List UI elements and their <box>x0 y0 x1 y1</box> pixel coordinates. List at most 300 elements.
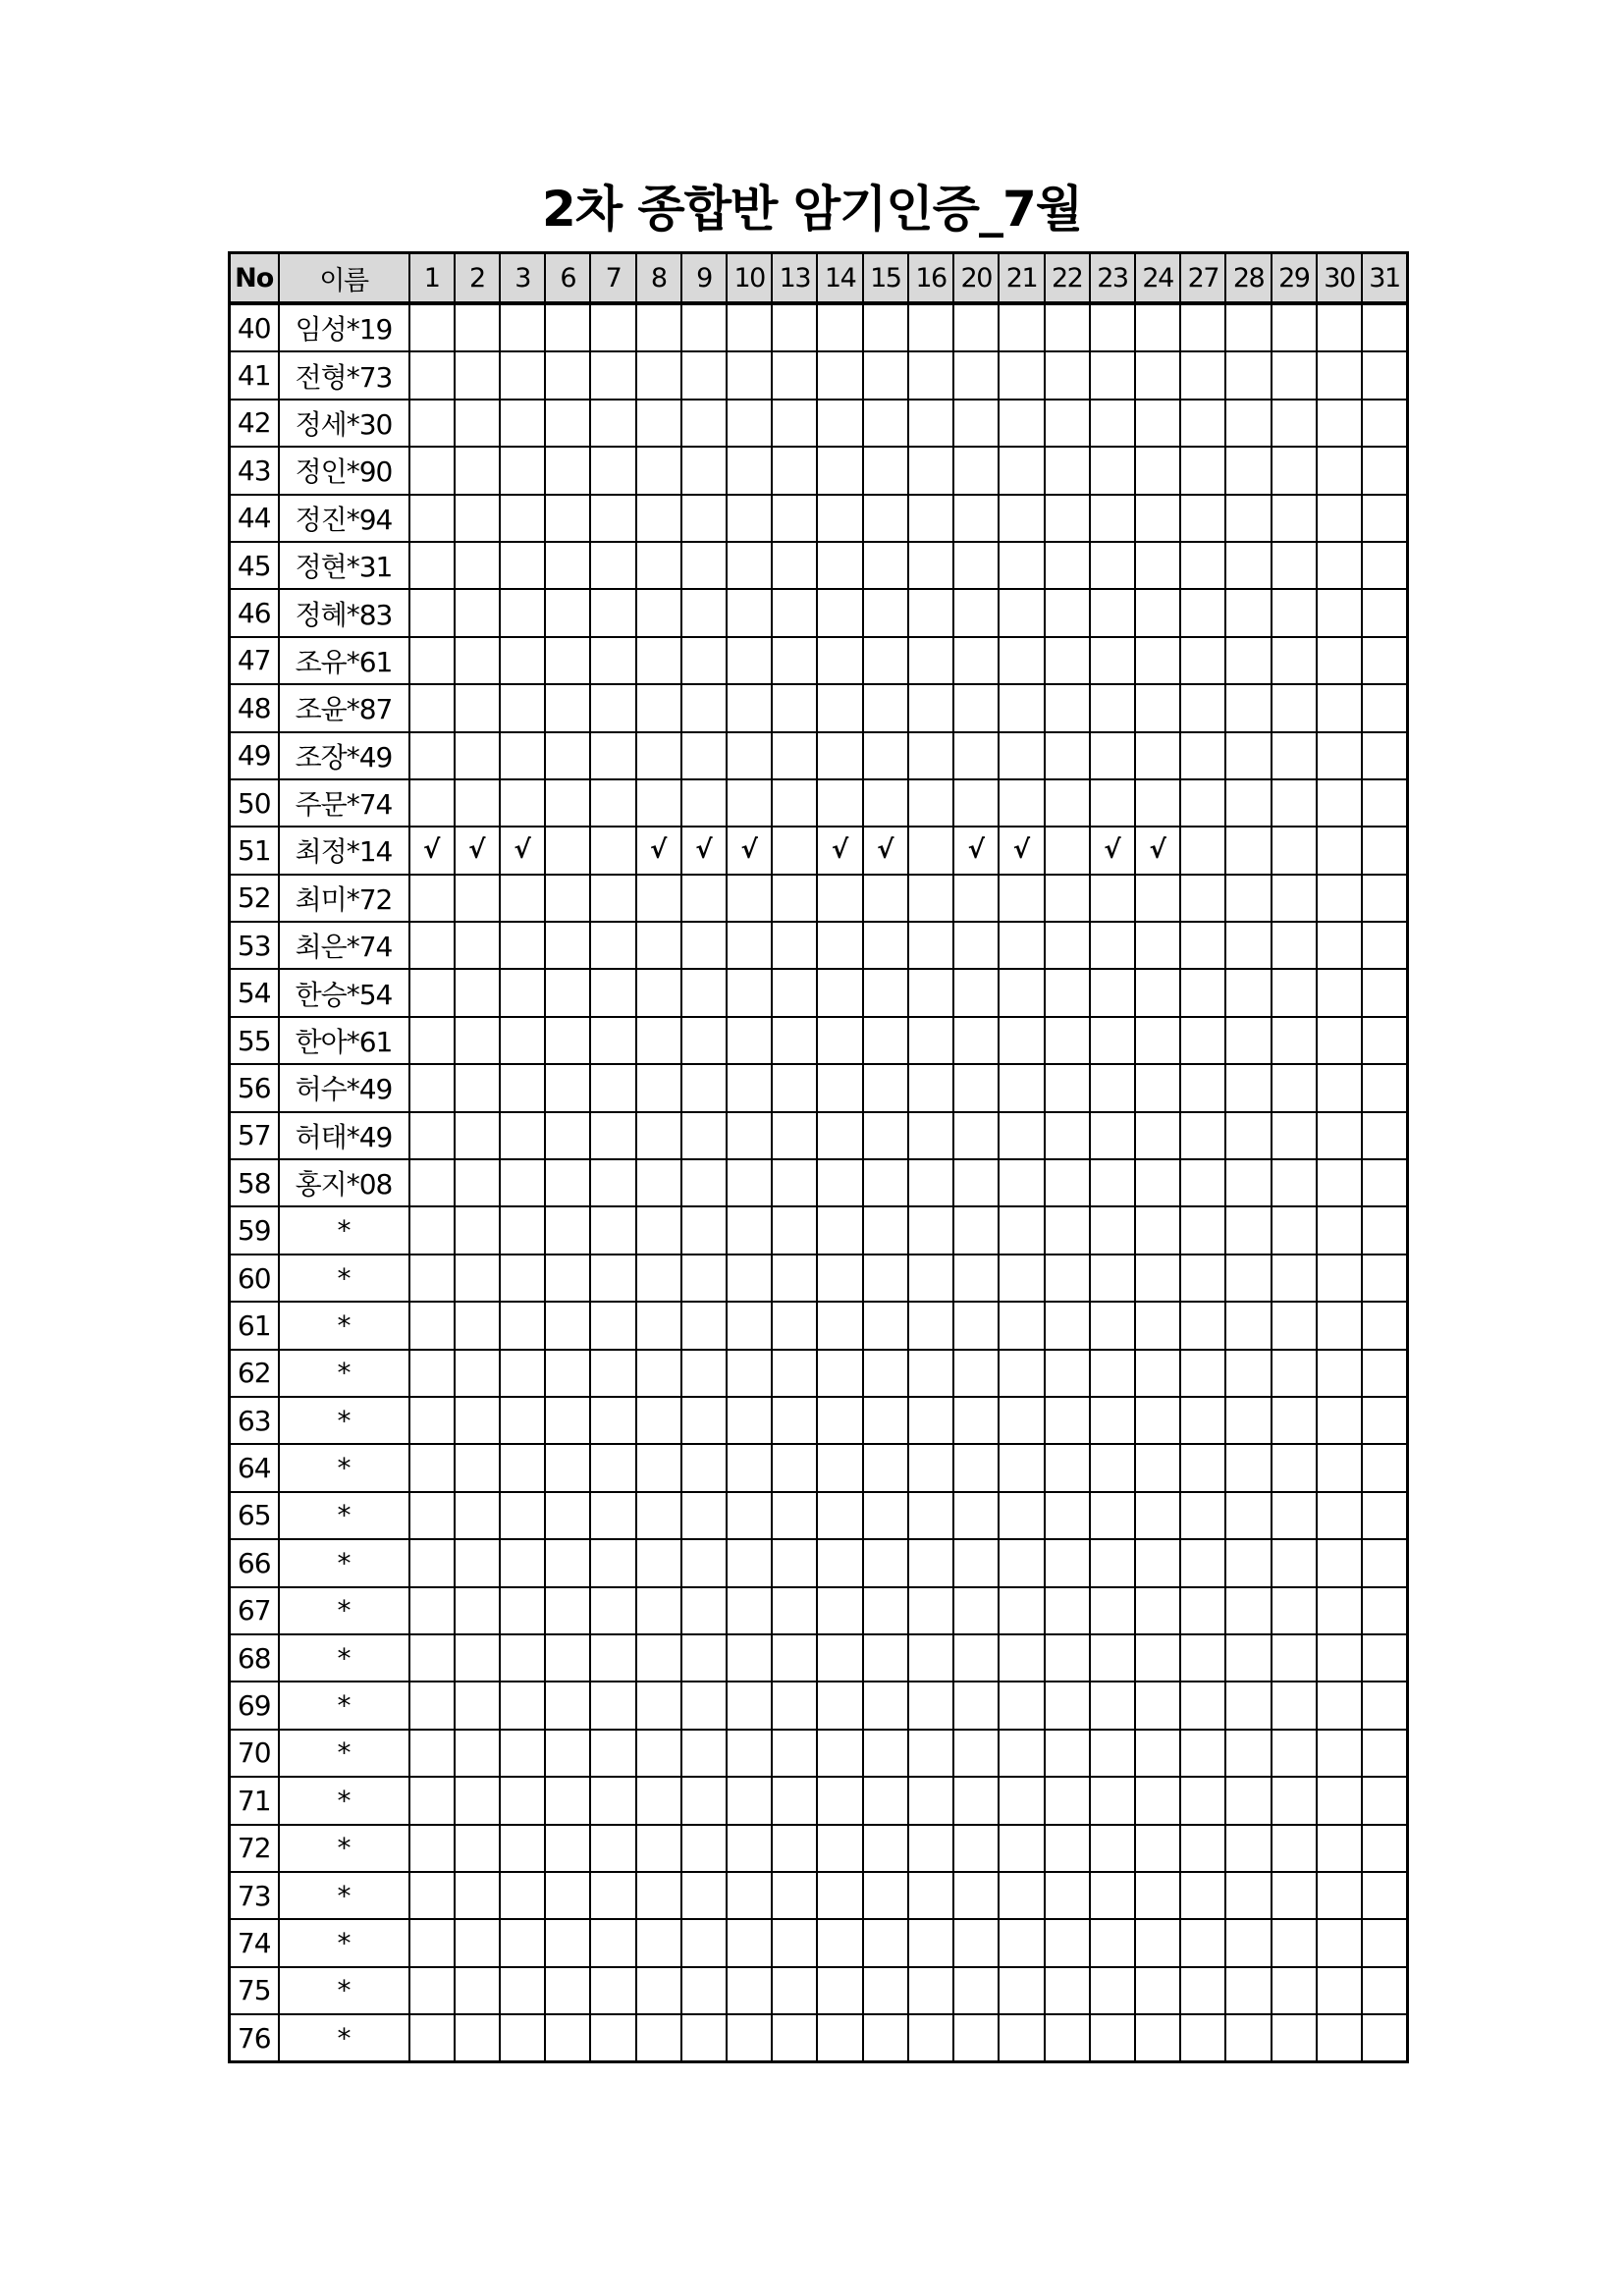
day-cell <box>1362 1397 1407 1444</box>
day-cell <box>455 1919 500 1966</box>
day-cell <box>545 827 590 874</box>
day-cell <box>1272 447 1317 494</box>
day-cell <box>455 1872 500 1919</box>
row-number: 42 <box>230 400 279 447</box>
day-cell <box>1180 2014 1225 2062</box>
table-row <box>230 827 1408 874</box>
day-cell <box>772 1206 817 1254</box>
day-cell <box>817 1397 862 1444</box>
day-cell <box>953 1397 999 1444</box>
day-cell <box>1317 1159 1362 1206</box>
day-cell <box>1362 1967 1407 2014</box>
day-cell <box>409 542 455 589</box>
day-cell <box>590 875 635 922</box>
table-row <box>230 351 1408 399</box>
day-cell <box>1225 1682 1271 1729</box>
day-cell <box>590 1206 635 1254</box>
day-cell <box>1272 1539 1317 1586</box>
day-cell <box>863 684 908 731</box>
day-cell <box>1045 351 1090 399</box>
day-cell <box>1180 922 1225 969</box>
check-mark: √ <box>1135 827 1180 874</box>
day-cell <box>1317 1539 1362 1586</box>
day-cell <box>545 1872 590 1919</box>
student-name: 최미*72 <box>279 875 409 922</box>
student-name: * <box>279 1350 409 1397</box>
day-cell <box>908 1587 953 1634</box>
day-cell <box>1362 303 1407 351</box>
day-cell <box>1090 1397 1135 1444</box>
day-cell <box>727 589 772 636</box>
day-cell <box>455 542 500 589</box>
day-cell <box>999 684 1044 731</box>
day-cell <box>817 589 862 636</box>
day-cell <box>772 1064 817 1111</box>
day-cell <box>863 351 908 399</box>
day-cell <box>545 1206 590 1254</box>
day-cell <box>1045 1206 1090 1254</box>
day-cell <box>727 1634 772 1682</box>
day-cell <box>908 1397 953 1444</box>
student-name: 허태*49 <box>279 1112 409 1159</box>
table-header-row <box>230 253 1408 304</box>
day-cell <box>863 969 908 1016</box>
day-cell <box>1090 1587 1135 1634</box>
day-cell <box>636 1017 681 1064</box>
day-cell <box>817 1444 862 1491</box>
day-cell <box>727 303 772 351</box>
table-row <box>230 1539 1408 1586</box>
day-cell <box>772 400 817 447</box>
day-cell <box>636 1730 681 1777</box>
day-cell <box>1135 303 1180 351</box>
attendance-table <box>228 251 1409 2063</box>
day-cell <box>455 969 500 1016</box>
day-cell <box>727 1587 772 1634</box>
day-cell <box>772 1255 817 1302</box>
day-cell <box>817 303 862 351</box>
day-cell <box>590 2014 635 2062</box>
day-cell <box>863 779 908 827</box>
day-cell <box>455 1825 500 1872</box>
day-cell <box>953 1302 999 1349</box>
day-cell <box>545 1159 590 1206</box>
day-cell <box>1135 779 1180 827</box>
day-cell <box>1135 1634 1180 1682</box>
day-cell <box>863 1492 908 1539</box>
day-cell <box>409 1350 455 1397</box>
day-cell <box>1045 637 1090 684</box>
day-cell <box>953 1255 999 1302</box>
day-cell <box>1045 1967 1090 2014</box>
day-cell <box>727 969 772 1016</box>
day-cell <box>1272 303 1317 351</box>
day-cell <box>1272 1159 1317 1206</box>
day-cell <box>817 1777 862 1824</box>
day-cell <box>863 303 908 351</box>
day-cell <box>590 1350 635 1397</box>
day-cell <box>772 2014 817 2062</box>
check-mark: √ <box>863 827 908 874</box>
day-cell <box>908 400 953 447</box>
day-cell <box>863 495 908 542</box>
day-cell <box>1180 1017 1225 1064</box>
day-cell <box>681 1350 727 1397</box>
table-row <box>230 1967 1408 2014</box>
day-cell <box>908 1302 953 1349</box>
day-cell <box>681 1825 727 1872</box>
day-cell <box>636 732 681 779</box>
day-cell <box>636 1539 681 1586</box>
table-row <box>230 684 1408 731</box>
day-column-header: 28 <box>1225 253 1271 304</box>
day-cell <box>409 1159 455 1206</box>
row-number: 52 <box>230 875 279 922</box>
day-cell <box>1090 637 1135 684</box>
day-cell <box>908 495 953 542</box>
day-cell <box>863 1730 908 1777</box>
day-cell <box>727 1825 772 1872</box>
day-cell <box>1135 1159 1180 1206</box>
day-cell <box>455 1777 500 1824</box>
day-cell <box>1045 827 1090 874</box>
day-cell <box>1362 875 1407 922</box>
day-cell <box>908 684 953 731</box>
day-cell <box>908 922 953 969</box>
day-column-header: 2 <box>455 253 500 304</box>
day-cell <box>545 1017 590 1064</box>
day-cell <box>772 1350 817 1397</box>
day-cell <box>1180 1397 1225 1444</box>
day-cell <box>636 1777 681 1824</box>
day-cell <box>590 732 635 779</box>
day-cell <box>1362 1159 1407 1206</box>
day-cell <box>1317 1444 1362 1491</box>
day-cell <box>636 1206 681 1254</box>
day-cell <box>1180 303 1225 351</box>
day-cell <box>681 1492 727 1539</box>
day-cell <box>500 1112 545 1159</box>
day-cell <box>409 1825 455 1872</box>
day-cell <box>1272 400 1317 447</box>
day-cell <box>681 1967 727 2014</box>
student-name: 조윤*87 <box>279 684 409 731</box>
day-cell <box>953 779 999 827</box>
day-cell <box>817 1872 862 1919</box>
day-cell <box>1225 1919 1271 1966</box>
check-mark: √ <box>727 827 772 874</box>
day-cell <box>1272 1444 1317 1491</box>
day-cell <box>681 589 727 636</box>
day-cell <box>953 447 999 494</box>
day-cell <box>1362 1444 1407 1491</box>
day-cell <box>863 1159 908 1206</box>
student-name: 한승*54 <box>279 969 409 1016</box>
day-cell <box>1317 684 1362 731</box>
day-cell <box>1362 1730 1407 1777</box>
day-cell <box>953 684 999 731</box>
day-cell <box>772 1017 817 1064</box>
day-cell <box>1090 303 1135 351</box>
day-cell <box>772 1777 817 1824</box>
day-cell <box>590 1872 635 1919</box>
day-cell <box>590 1302 635 1349</box>
day-cell <box>1180 542 1225 589</box>
day-cell <box>1225 637 1271 684</box>
day-cell <box>681 637 727 684</box>
day-cell <box>1362 684 1407 731</box>
day-cell <box>1225 1112 1271 1159</box>
day-cell <box>545 589 590 636</box>
day-cell <box>500 779 545 827</box>
day-cell <box>1225 495 1271 542</box>
day-cell <box>1225 1064 1271 1111</box>
day-cell <box>1180 637 1225 684</box>
day-cell <box>681 1634 727 1682</box>
day-cell <box>590 495 635 542</box>
day-cell <box>590 1634 635 1682</box>
table-row <box>230 1682 1408 1729</box>
day-cell <box>772 827 817 874</box>
day-cell <box>817 1017 862 1064</box>
day-cell <box>1180 827 1225 874</box>
day-cell <box>727 1397 772 1444</box>
day-cell <box>1317 969 1362 1016</box>
day-cell <box>1317 1872 1362 1919</box>
day-cell <box>1272 969 1317 1016</box>
day-cell <box>500 1206 545 1254</box>
day-cell <box>1362 1255 1407 1302</box>
day-cell <box>1362 922 1407 969</box>
day-cell <box>1045 1397 1090 1444</box>
day-cell <box>817 447 862 494</box>
day-cell <box>772 1634 817 1682</box>
day-cell <box>455 684 500 731</box>
row-number: 72 <box>230 1825 279 1872</box>
day-cell <box>1090 447 1135 494</box>
day-cell <box>1045 1255 1090 1302</box>
day-cell <box>772 1872 817 1919</box>
day-cell <box>1045 1872 1090 1919</box>
student-name: * <box>279 1634 409 1682</box>
day-cell <box>500 1682 545 1729</box>
day-cell <box>908 732 953 779</box>
day-cell <box>1317 1777 1362 1824</box>
day-cell <box>500 351 545 399</box>
day-cell <box>455 779 500 827</box>
day-cell <box>1135 447 1180 494</box>
day-cell <box>908 1492 953 1539</box>
day-cell <box>1180 1634 1225 1682</box>
day-cell <box>545 1634 590 1682</box>
day-cell <box>409 1397 455 1444</box>
day-cell <box>1135 1967 1180 2014</box>
day-cell <box>1317 922 1362 969</box>
student-name: * <box>279 1255 409 1302</box>
table-row <box>230 875 1408 922</box>
day-cell <box>863 1777 908 1824</box>
student-name: 최은*74 <box>279 922 409 969</box>
day-cell <box>863 637 908 684</box>
day-cell <box>1225 1017 1271 1064</box>
day-cell <box>1135 1017 1180 1064</box>
day-cell <box>1272 589 1317 636</box>
day-cell <box>1180 684 1225 731</box>
day-cell <box>636 2014 681 2062</box>
row-number: 54 <box>230 969 279 1016</box>
day-cell <box>908 1444 953 1491</box>
day-cell <box>681 1777 727 1824</box>
day-cell <box>681 1206 727 1254</box>
day-column-header: 13 <box>772 253 817 304</box>
day-cell <box>500 2014 545 2062</box>
day-cell <box>1045 684 1090 731</box>
day-cell <box>772 542 817 589</box>
day-cell <box>1090 542 1135 589</box>
day-cell <box>1362 447 1407 494</box>
day-cell <box>455 1539 500 1586</box>
day-cell <box>727 684 772 731</box>
day-cell <box>409 732 455 779</box>
day-cell <box>1225 922 1271 969</box>
day-cell <box>590 684 635 731</box>
day-cell <box>1045 1539 1090 1586</box>
day-cell <box>545 1682 590 1729</box>
day-cell <box>1135 1682 1180 1729</box>
day-cell <box>817 875 862 922</box>
day-cell <box>409 969 455 1016</box>
student-name: 정혜*83 <box>279 589 409 636</box>
day-cell <box>908 1017 953 1064</box>
day-cell <box>681 1539 727 1586</box>
day-cell <box>908 1777 953 1824</box>
day-cell <box>1135 2014 1180 2062</box>
day-cell <box>817 1539 862 1586</box>
day-cell <box>681 922 727 969</box>
day-cell <box>1090 969 1135 1016</box>
day-cell <box>1135 922 1180 969</box>
day-cell <box>500 1017 545 1064</box>
student-name: 정세*30 <box>279 400 409 447</box>
day-cell <box>1045 875 1090 922</box>
day-cell <box>1180 1064 1225 1111</box>
day-cell <box>817 637 862 684</box>
day-cell <box>953 1919 999 1966</box>
day-cell <box>908 1919 953 1966</box>
day-cell <box>455 1064 500 1111</box>
day-cell <box>1135 684 1180 731</box>
day-cell <box>1135 542 1180 589</box>
day-cell <box>545 1255 590 1302</box>
day-cell <box>1135 1112 1180 1159</box>
day-cell <box>999 969 1044 1016</box>
day-cell <box>953 1350 999 1397</box>
day-cell <box>1135 1397 1180 1444</box>
day-cell <box>863 875 908 922</box>
day-cell <box>999 1872 1044 1919</box>
row-number: 62 <box>230 1350 279 1397</box>
day-column-header: 31 <box>1362 253 1407 304</box>
day-cell <box>863 1634 908 1682</box>
day-cell <box>545 2014 590 2062</box>
day-cell <box>681 875 727 922</box>
day-cell <box>545 303 590 351</box>
row-number: 60 <box>230 1255 279 1302</box>
day-cell <box>409 684 455 731</box>
day-cell <box>1317 1350 1362 1397</box>
student-name: 조유*61 <box>279 637 409 684</box>
day-cell <box>590 1444 635 1491</box>
day-cell <box>1090 1872 1135 1919</box>
day-cell <box>590 1825 635 1872</box>
day-cell <box>727 1159 772 1206</box>
table-row <box>230 542 1408 589</box>
day-cell <box>863 589 908 636</box>
day-cell <box>1090 1444 1135 1491</box>
day-cell <box>817 542 862 589</box>
day-cell <box>545 969 590 1016</box>
table-row <box>230 1634 1408 1682</box>
row-number: 61 <box>230 1302 279 1349</box>
day-cell <box>999 1159 1044 1206</box>
day-cell <box>1090 1017 1135 1064</box>
day-cell <box>1135 1587 1180 1634</box>
day-cell <box>455 1397 500 1444</box>
day-column-header: 20 <box>953 253 999 304</box>
row-number: 66 <box>230 1539 279 1586</box>
day-cell <box>1225 1255 1271 1302</box>
day-cell <box>1362 400 1407 447</box>
table-row <box>230 1350 1408 1397</box>
day-cell <box>1180 1255 1225 1302</box>
day-cell <box>409 1017 455 1064</box>
day-cell <box>1362 1634 1407 1682</box>
day-cell <box>1225 732 1271 779</box>
day-cell <box>863 1872 908 1919</box>
table-row <box>230 400 1408 447</box>
day-cell <box>545 922 590 969</box>
day-cell <box>409 495 455 542</box>
day-cell <box>953 1777 999 1824</box>
day-cell <box>999 1255 1044 1302</box>
day-cell <box>636 1350 681 1397</box>
day-cell <box>1225 1587 1271 1634</box>
day-cell <box>1135 969 1180 1016</box>
day-cell <box>1090 732 1135 779</box>
day-cell <box>908 779 953 827</box>
student-name: 조장*49 <box>279 732 409 779</box>
row-number: 50 <box>230 779 279 827</box>
day-cell <box>500 1492 545 1539</box>
day-cell <box>1180 1730 1225 1777</box>
day-cell <box>1317 1397 1362 1444</box>
day-cell <box>817 1919 862 1966</box>
day-cell <box>636 637 681 684</box>
table-row <box>230 1064 1408 1111</box>
no-column-header: No <box>230 253 279 304</box>
day-cell <box>953 1539 999 1586</box>
day-cell <box>817 1730 862 1777</box>
day-cell <box>500 684 545 731</box>
day-cell <box>817 1682 862 1729</box>
day-cell <box>772 1397 817 1444</box>
day-cell <box>455 400 500 447</box>
day-cell <box>545 542 590 589</box>
day-column-header: 23 <box>1090 253 1135 304</box>
day-cell <box>455 637 500 684</box>
day-cell <box>636 1682 681 1729</box>
day-cell <box>545 1730 590 1777</box>
